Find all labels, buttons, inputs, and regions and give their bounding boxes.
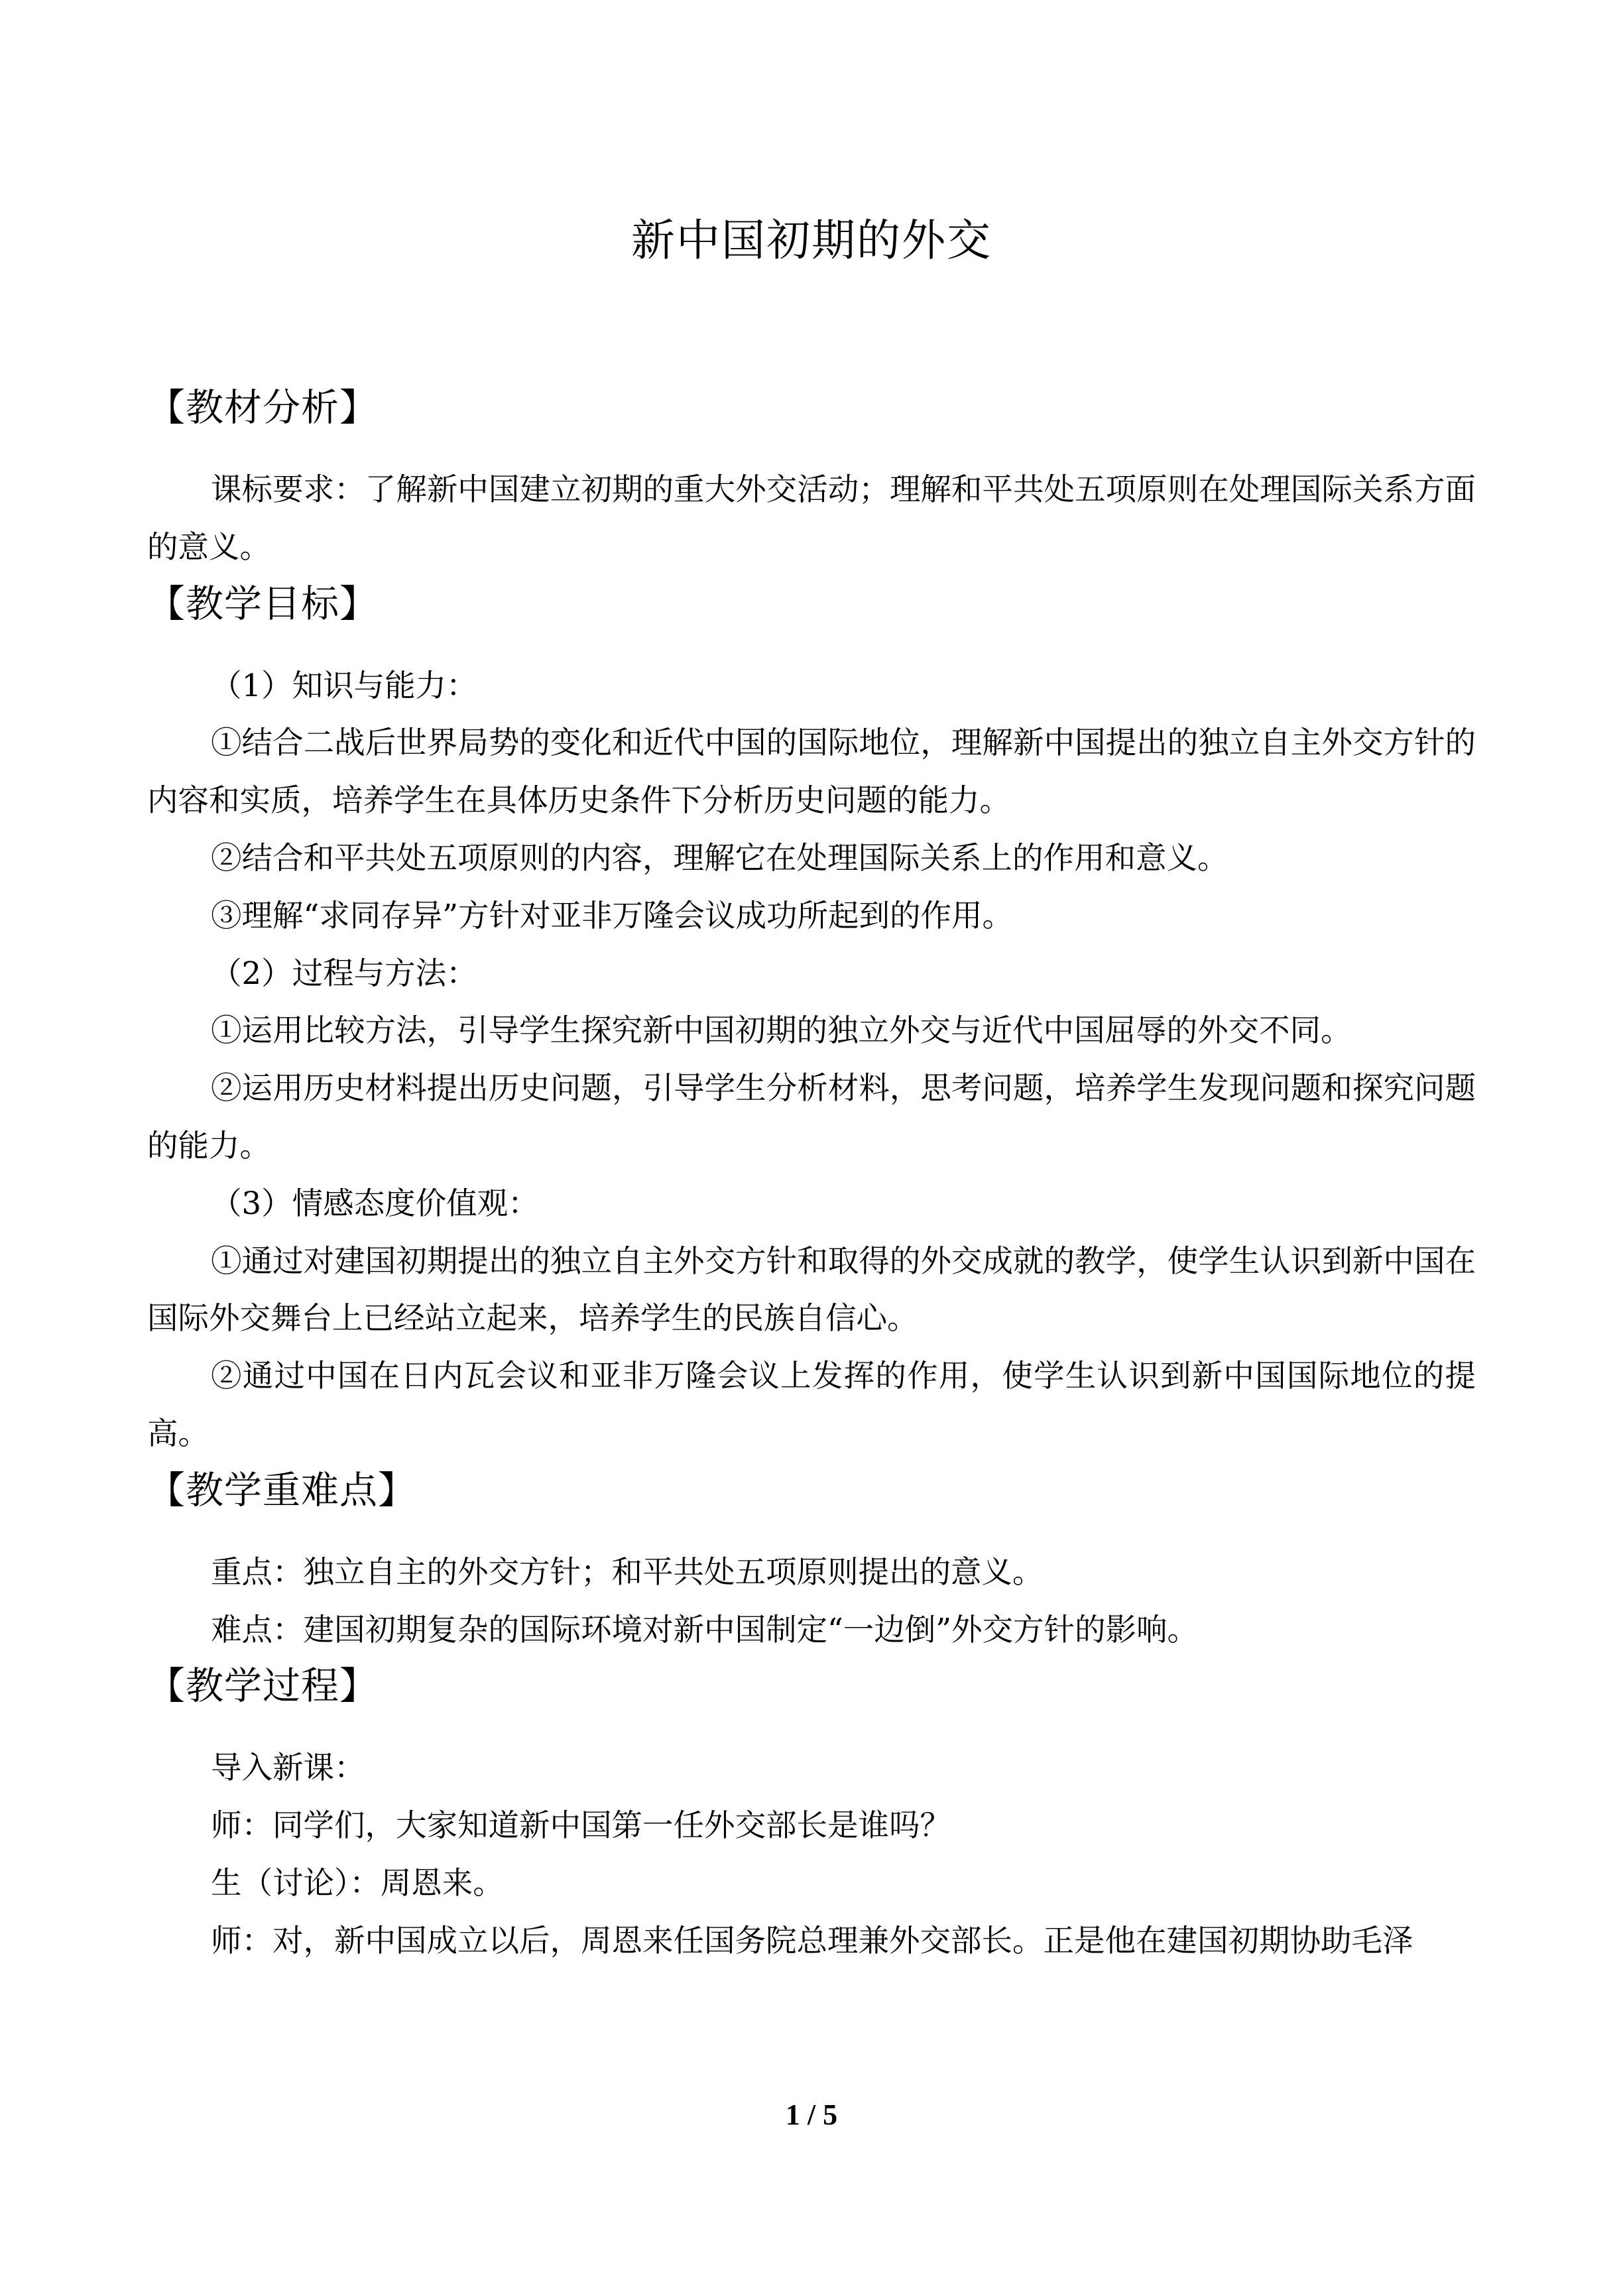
document-body [147,381,1476,1970]
document-title: 新中国初期的外交 [631,215,992,266]
page-number: 1 / 5 [785,2098,838,2131]
section-heading-objectives: 【教学目标】 [147,581,378,626]
knowledge-item: ①结合二战后世界局势的变化和近代中国的国际地位，理解新中国提出的独立自主外交方针的内容和实质，培养学生在具体历史条件下分析历史问题的能力。 [147,725,1476,819]
process-method-item: ①运用比较方法，引导学生探究新中国初期的独立外交与近代中国屈辱的外交不同。 [211,1012,1352,1049]
knowledge-item: ③理解“求同存异”方针对亚非万隆会议成功所起到的作用。 [211,897,1014,934]
values-item: ②通过中国在日内瓦会议和亚非万隆会议上发挥的作用，使学生认识到新中国国际地位的提高。 [147,1358,1476,1451]
intro-label: 导入新课： [211,1750,365,1786]
values-label: （3）情感态度价值观： [211,1185,539,1221]
section-heading-key-points: 【教学重难点】 [147,1468,416,1512]
section-heading-analysis: 【教材分析】 [147,386,378,430]
knowledge-label: （1）知识与能力： [211,667,477,703]
knowledge-item: ②结合和平共处五项原则的内容，理解它在处理国际关系上的作用和意义。 [211,839,1229,876]
process-method-label: （2）过程与方法： [211,955,477,991]
dialogue-line: 师：对，新中国成立以后，周恩来任国务院总理兼外交部长。正是他在建国初期协助毛泽 [211,1922,1413,1959]
difficulty-paragraph: 难点：建国初期复杂的国际环境对新中国制定“一边倒”外交方针的影响。 [211,1611,1199,1648]
values-item: ①通过对建国初期提出的独立自主外交方针和取得的外交成就的教学，使学生认识到新中国在国际外交舞台上已经站立起来，培养学生的民族自信心。 [147,1242,1476,1337]
process-method-item: ②运用历史材料提出历史问题，引导学生分析材料，思考问题，培养学生发现问题和探究问题的能力。 [147,1070,1476,1164]
analysis-paragraph: 课标要求：了解新中国建立初期的重大外交活动；理解和平共处五项原则在处理国际关系方面的意义。 [147,471,1476,565]
section-heading-process: 【教学过程】 [147,1664,378,1709]
dialogue-line: 师：同学们，大家知道新中国第一任外交部长是谁吗？ [211,1807,951,1844]
dialogue-line: 生（讨论）：周恩来。 [211,1864,504,1901]
focus-paragraph: 重点：独立自主的外交方针；和平共处五项原则提出的意义。 [211,1553,1044,1590]
